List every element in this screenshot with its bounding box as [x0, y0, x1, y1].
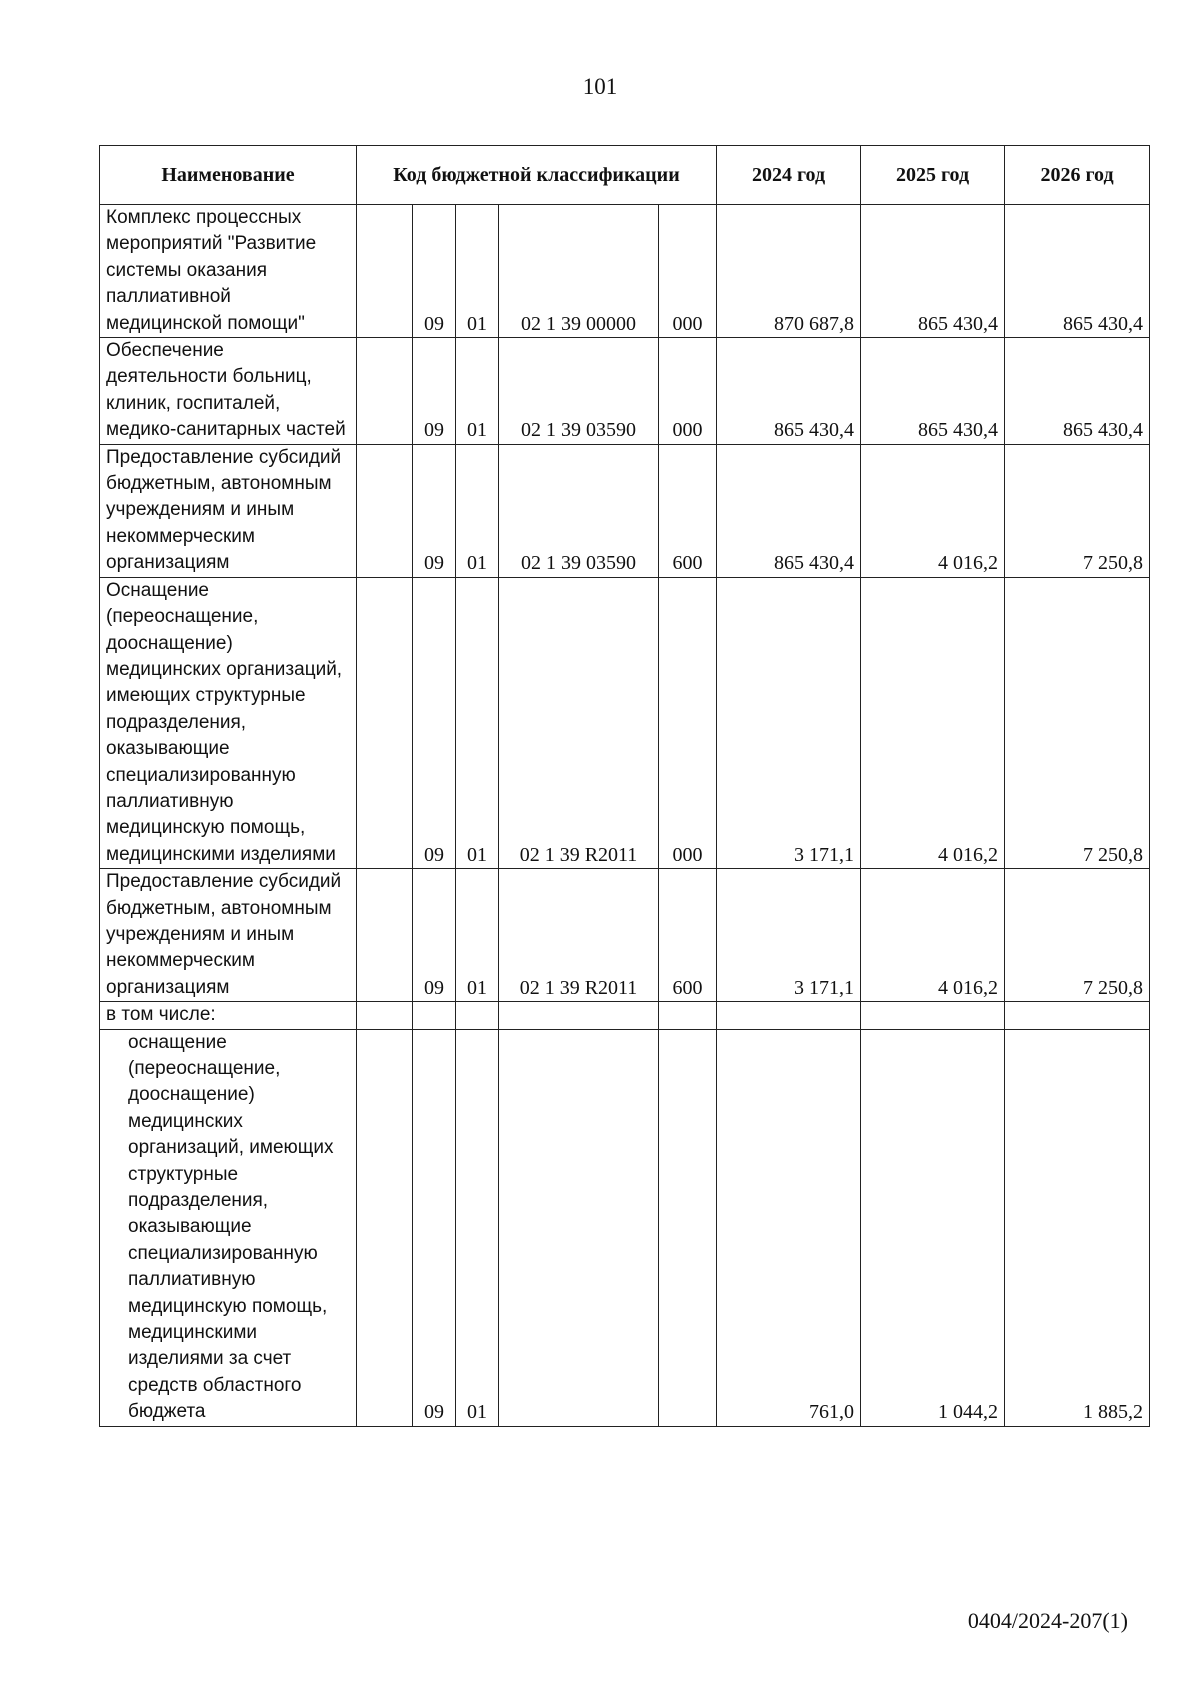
table-row	[100, 205, 1150, 338]
amount-2025: 4 016,2	[861, 869, 1005, 1002]
header-name: Наименование	[100, 146, 357, 205]
header-2025: 2025 год	[861, 146, 1005, 205]
amount-2025: 865 430,4	[861, 338, 1005, 445]
code-subsection: 01	[456, 1029, 499, 1426]
code-expense-type: 000	[659, 205, 717, 338]
code-target-article: 02 1 39 03590	[499, 444, 659, 577]
amount-2025: 4 016,2	[861, 577, 1005, 868]
code-expense-type	[659, 1002, 717, 1029]
row-name: в том числе:	[100, 1002, 357, 1029]
header-2024: 2024 год	[717, 146, 861, 205]
table-row	[100, 444, 1150, 577]
table-row	[100, 1002, 1150, 1029]
code-part-1	[357, 444, 413, 577]
code-target-article: 02 1 39 00000	[499, 205, 659, 338]
code-expense-type: 600	[659, 869, 717, 1002]
table-row	[100, 338, 1150, 445]
code-part-1	[357, 869, 413, 1002]
amount-2024: 870 687,8	[717, 205, 861, 338]
amount-2024: 3 171,1	[717, 577, 861, 868]
page-number: 101	[582, 74, 618, 99]
code-expense-type: 600	[659, 444, 717, 577]
amount-2026: 7 250,8	[1005, 577, 1150, 868]
table-row	[100, 577, 1150, 868]
code-subsection	[456, 1002, 499, 1029]
code-expense-type: 000	[659, 577, 717, 868]
code-part-1	[357, 338, 413, 445]
amount-2026: 7 250,8	[1005, 444, 1150, 577]
amount-2024: 865 430,4	[717, 444, 861, 577]
code-expense-type	[659, 1029, 717, 1426]
amount-2025	[861, 1002, 1005, 1029]
header-2026: 2026 год	[1005, 146, 1150, 205]
table-row	[100, 1029, 1150, 1426]
amount-2024: 761,0	[717, 1029, 861, 1426]
code-section: 09	[413, 205, 456, 338]
code-part-1	[357, 1002, 413, 1029]
code-section	[413, 1002, 456, 1029]
code-expense-type: 000	[659, 338, 717, 445]
row-name: Комплекс процессных мероприятий "Развитие системы оказания паллиативной медицинской помощи"	[100, 205, 357, 338]
code-subsection: 01	[456, 205, 499, 338]
code-section: 09	[413, 444, 456, 577]
amount-2025: 865 430,4	[861, 205, 1005, 338]
code-section: 09	[413, 577, 456, 868]
amount-2024	[717, 1002, 861, 1029]
document-code: 0404/2024-207(1)	[967, 1608, 1128, 1633]
code-subsection: 01	[456, 444, 499, 577]
code-section: 09	[413, 1029, 456, 1426]
row-name: оснащение (переоснащение, дооснащение) медицинских организаций, имеющих структурные подразделения, оказывающие специализированную паллиативную медицинскую помощь, медицинскими изделиями за счет средств областного бюджета	[100, 1029, 357, 1426]
row-name: Предоставление субсидий бюджетным, автономным учреждениям и иным некоммерческим организациям	[100, 869, 357, 1002]
code-section: 09	[413, 869, 456, 1002]
code-subsection: 01	[456, 338, 499, 445]
code-subsection: 01	[456, 869, 499, 1002]
code-target-article	[499, 1029, 659, 1426]
amount-2024: 3 171,1	[717, 869, 861, 1002]
code-part-1	[357, 577, 413, 868]
table-row	[100, 869, 1150, 1002]
amount-2025: 4 016,2	[861, 444, 1005, 577]
amount-2026: 865 430,4	[1005, 205, 1150, 338]
code-subsection: 01	[456, 577, 499, 868]
amount-2026: 865 430,4	[1005, 338, 1150, 445]
code-section: 09	[413, 338, 456, 445]
row-name: Обеспечение деятельности больниц, клиник, госпиталей, медико-санитарных частей	[100, 338, 357, 445]
code-target-article: 02 1 39 03590	[499, 338, 659, 445]
code-part-1	[357, 1029, 413, 1426]
header-code: Код бюджетной классификации	[357, 146, 717, 205]
amount-2026	[1005, 1002, 1150, 1029]
code-target-article: 02 1 39 R2011	[499, 869, 659, 1002]
table-header-row	[100, 146, 1150, 205]
amount-2024: 865 430,4	[717, 338, 861, 445]
row-name: Предоставление субсидий бюджетным, автономным учреждениям и иным некоммерческим организациям	[100, 444, 357, 577]
budget-table	[99, 145, 1150, 1427]
amount-2026: 7 250,8	[1005, 869, 1150, 1002]
code-target-article	[499, 1002, 659, 1029]
code-target-article: 02 1 39 R2011	[499, 577, 659, 868]
row-name: Оснащение (переоснащение, дооснащение) медицинских организаций, имеющих структурные подразделения, оказывающие специализированную паллиативную медицинскую помощь, медицинскими изделиями	[100, 577, 357, 868]
code-part-1	[357, 205, 413, 338]
amount-2025: 1 044,2	[861, 1029, 1005, 1426]
amount-2026: 1 885,2	[1005, 1029, 1150, 1426]
